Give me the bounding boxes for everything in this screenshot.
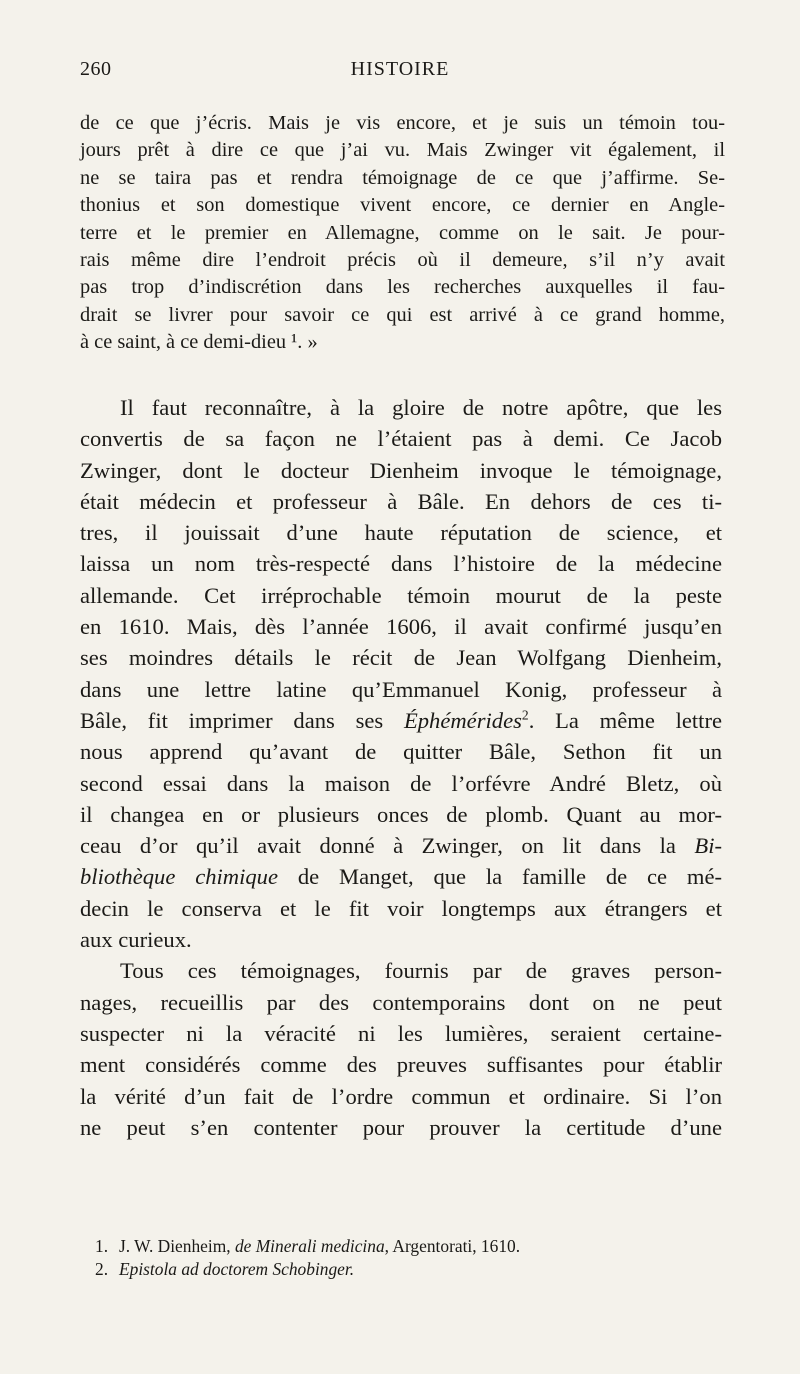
paragraph-line: ne peut s’en contenter pour prouver la certitude d’une: [80, 1114, 722, 1140]
paragraph-line: aux curieux.: [80, 927, 192, 953]
page-header: [80, 58, 720, 88]
body-text: [80, 392, 722, 1143]
quote-line: ne se taira pas et rendra témoignage de ce que j’affirme. Se-: [80, 166, 725, 189]
text-segment: ceau d’or qu’il avait donné à Zwinger, on lit dans la: [80, 833, 695, 859]
paragraph-line: nages, recueillis par des contemporains dont on ne peut: [80, 989, 722, 1015]
quote-line: thonius et son domestique vivent encore, ce dernier en Angle-: [80, 194, 725, 217]
paragraph-line: second essai dans la maison de l’orfévre André Bletz, où: [80, 770, 722, 796]
paragraph-line: était médecin et professeur à Bâle. En dehors de ces ti-: [80, 488, 722, 514]
page-number: 260: [80, 58, 112, 80]
italic-title: Bi-: [694, 833, 722, 859]
text-segment: . La même lettre: [528, 707, 722, 733]
paragraph-line: tres, il jouissait d’une haute réputation de science, et: [80, 520, 722, 546]
quote-line: pas trop d’indiscrétion dans les recherches auxquelles il fau-: [80, 276, 725, 299]
paragraph-line: Zwinger, dont le docteur Dienheim invoque le témoignage,: [80, 457, 722, 483]
paragraph-line: convertis de sa façon ne l’étaient pas à demi. Ce Jacob: [80, 426, 722, 452]
paragraph-line: suspecter ni la véracité ni les lumières, seraient certaine-: [80, 1020, 722, 1046]
paragraph-line: nous apprend qu’avant de quitter Bâle, Sethon fit un: [80, 739, 722, 765]
text-segment: J. W. Dienheim,: [119, 1236, 235, 1256]
paragraph-line: decin le conserva et le fit voir longtemps aux étrangers et: [80, 895, 722, 921]
paragraph-line: [80, 861, 722, 892]
quote-line: à ce saint, à ce demi-dieu ¹. »: [80, 331, 318, 354]
paragraph-line: ment considérés comme des preuves suffisantes pour établir: [80, 1052, 722, 1078]
paragraph-line: en 1610. Mais, dès l’année 1606, il avait confirmé jusqu’en: [80, 614, 722, 640]
paragraph-line: [80, 830, 722, 861]
paragraph-line: ses moindres détails le récit de Jean Wolfgang Dienheim,: [80, 645, 722, 671]
quote-line: rais même dire l’endroit précis où il demeure, s’il n’y avait: [80, 249, 725, 272]
paragraph-line: dans une lettre latine qu’Emmanuel Konig, professeur à: [80, 676, 722, 702]
paragraph-line: laissa un nom très-respecté dans l’histoire de la médecine: [80, 551, 722, 577]
quote-line: terre et le premier en Allemagne, comme on le sait. Je pour-: [80, 221, 725, 244]
footnotes: [95, 1235, 725, 1281]
paragraph-line: [80, 705, 722, 736]
footnote: [95, 1235, 725, 1258]
quote-line: drait se livrer pour savoir ce qui est arrivé à ce grand homme,: [80, 303, 725, 326]
running-title: HISTOIRE: [350, 58, 450, 80]
paragraph-line: il changea en or plusieurs onces de plomb. Quant au mor-: [80, 801, 722, 827]
italic-title: bliothèque chimique: [80, 864, 279, 890]
paragraph-line: Tous ces témoignages, fournis par de graves person-: [120, 958, 722, 984]
italic-title: Éphémérides: [403, 707, 522, 733]
quote-line: jours prêt à dire ce que j’ai vu. Mais Zwinger vit également, il: [80, 139, 725, 162]
text-segment: de Manget, que la famille de ce mé-: [278, 864, 722, 890]
paragraph-line: allemande. Cet irréprochable témoin mourut de la peste: [80, 582, 722, 608]
text-segment: Bâle, fit imprimer dans ses: [80, 707, 404, 733]
italic-title: de Minerali medicina: [234, 1236, 385, 1256]
footnote-number: 2.: [95, 1259, 109, 1279]
paragraph-line: Il faut reconnaître, à la gloire de notre apôtre, que les: [120, 395, 722, 420]
quote-line: de ce que j’écris. Mais je vis encore, et je suis un témoin tou-: [80, 112, 725, 134]
paragraph-line: la vérité d’un fait de l’ordre commun et ordinaire. Si l’on: [80, 1083, 722, 1109]
footnote: [95, 1258, 725, 1281]
quotation-block: [80, 110, 725, 357]
text-segment: , Argentorati, 1610.: [384, 1236, 521, 1256]
italic-title: Epistola ad doctorem Schobinger.: [119, 1259, 355, 1279]
footnote-number: 1.: [95, 1236, 109, 1256]
footnote-ref: 2: [521, 707, 529, 723]
